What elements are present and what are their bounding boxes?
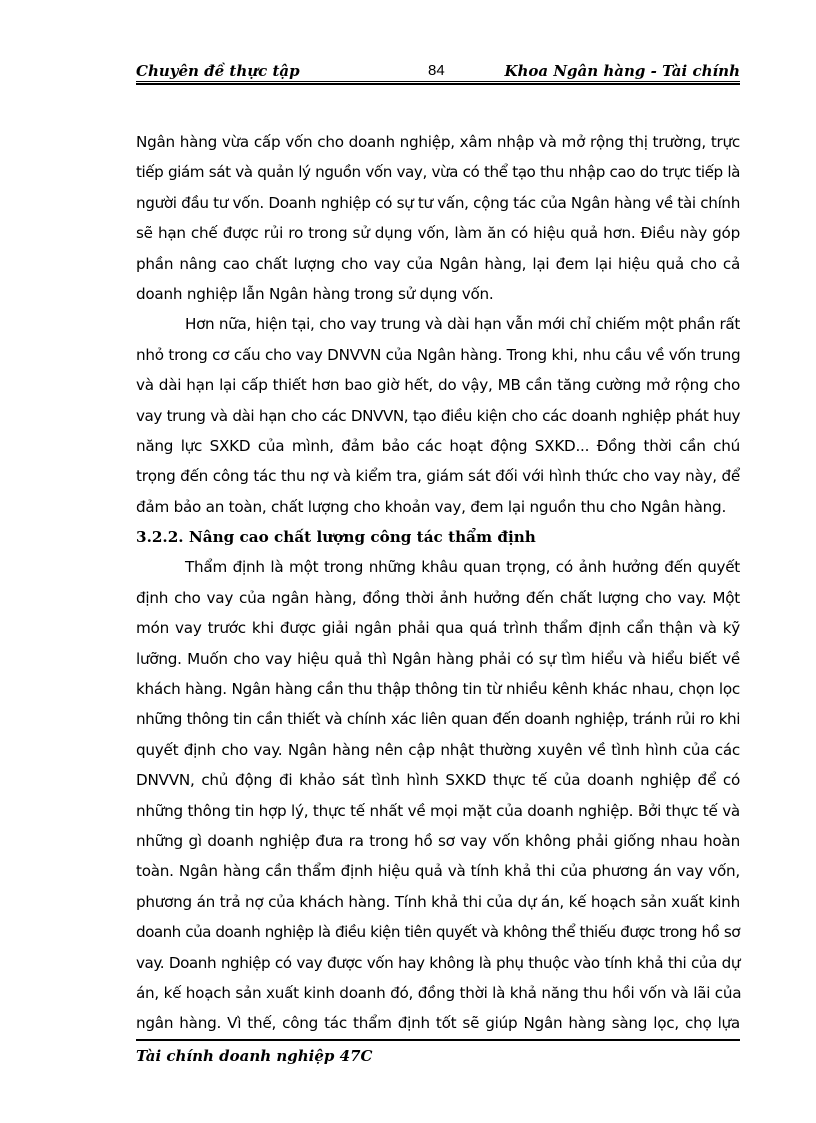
text-line: người đầu tư vốn. Doanh nghiệp có sự tư vấn, cộng tác của Ngân hàng về tài chính bbox=[136, 193, 740, 212]
paragraph-2 bbox=[136, 309, 740, 522]
text-line: sẽ hạn chế được rủi ro trong sử dụng vốn, làm ăn có hiệu quả hơn. Điều này góp bbox=[136, 224, 740, 243]
text-line: những thông tin cần thiết và chính xác liên quan đến doanh nghiệp, tránh rủi ro khi bbox=[136, 710, 740, 729]
page-number: 84 bbox=[428, 62, 445, 79]
text-line: phần nâng cao chất lượng cho vay của Ngân hàng, lại đem lại hiệu quả cho cả bbox=[136, 254, 740, 273]
text-line: DNVVN, chủ động đi khảo sát tình hình SXKD thực tế của doanh nghiệp để có bbox=[136, 771, 740, 790]
text-line: nhỏ trong cơ cấu cho vay DNVVN của Ngân hàng. Trong khi, nhu cầu về vốn trung bbox=[136, 345, 741, 364]
text-line: quyết định cho vay. Ngân hàng nên cập nhật thường xuyên về tình hình của các bbox=[136, 740, 740, 759]
text-line: vay trung và dài hạn cho các DNVVN, tạo điều kiện cho các doanh nghiệp phát huy bbox=[136, 406, 740, 425]
text-line: vay. Doanh nghiệp có vay được vốn hay không là phụ thuộc vào tính khả thi của dự bbox=[136, 953, 740, 972]
text-line: khách hàng. Ngân hàng cần thu thập thông tin từ nhiều kênh khác nhau, chọn lọc bbox=[136, 680, 740, 699]
paragraph-3 bbox=[136, 552, 740, 1038]
header-department: Khoa Ngân hàng - Tài chính bbox=[504, 62, 740, 80]
text-line: năng lực SXKD của mình, đảm bảo các hoạt động SXKD... Đồng thời cần chú bbox=[136, 436, 740, 455]
paragraph-1 bbox=[136, 127, 740, 309]
text-line: món vay trước khi được giải ngân phải qua quá trình thẩm định cẩn thận và kỹ bbox=[136, 619, 740, 638]
text-line: định cho vay của ngân hàng, đồng thời ảnh hưởng đến chất lượng cho vay. Một bbox=[136, 588, 740, 607]
text-line: tiếp giám sát và quản lý nguồn vốn vay, vừa có thể tạo thu nhập cao do trực tiếp là bbox=[136, 163, 740, 182]
text-line: toàn. Ngân hàng cần thẩm định hiệu quả và tính khả thi của phương án vay vốn, bbox=[136, 862, 740, 881]
text-line: lưỡng. Muốn cho vay hiệu quả thì Ngân hàng phải có sự tìm hiểu và hiểu biết về bbox=[136, 649, 740, 668]
footer-text: Tài chính doanh nghiệp 47C bbox=[136, 1047, 373, 1065]
text-line: Ngân hàng vừa cấp vốn cho doanh nghiệp, xâm nhập và mở rộng thị trường, trực bbox=[136, 133, 740, 151]
text-line: những gì doanh nghiệp đưa ra trong hồ sơ vay vốn không phải giống nhau hoàn bbox=[136, 831, 740, 850]
text-line: Thẩm định là một trong những khâu quan trọng, có ảnh hưởng đến quyết bbox=[185, 558, 740, 577]
text-line: những thông tin hợp lý, thực tế nhất về mọi mặt của doanh nghiệp. Bởi thực tế và bbox=[136, 801, 740, 820]
section-heading: 3.2.2. Nâng cao chất lượng công tác thẩm định bbox=[136, 528, 536, 547]
text-line: Hơn nữa, hiện tại, cho vay trung và dài hạn vẫn mới chỉ chiếm một phần rất bbox=[185, 315, 740, 334]
text-line: doanh nghiệp lẫn Ngân hàng trong sử dụng vốn. bbox=[136, 284, 494, 303]
text-line: trọng đến công tác thu nợ và kiểm tra, giám sát đối với hình thức cho vay này, để bbox=[136, 467, 740, 486]
text-line: và dài hạn lại cấp thiết hơn bao giờ hết, do vậy, MB cần tăng cường mở rộng cho bbox=[136, 376, 740, 395]
header-divider-thin bbox=[136, 81, 740, 82]
text-line: đảm bảo an toàn, chất lượng cho khoản vay, đem lại nguồn thu cho Ngân hàng. bbox=[136, 497, 727, 516]
header-divider-thick bbox=[136, 83, 740, 85]
footer-divider bbox=[136, 1039, 740, 1041]
text-line: phương án trả nợ của khách hàng. Tính khả thi của dự án, kế hoạch sản xuất kinh bbox=[136, 892, 740, 911]
text-line: ngân hàng. Vì thế, công tác thẩm định tốt sẽ giúp Ngân hàng sàng lọc, chọ lựa bbox=[136, 1014, 740, 1033]
body-text bbox=[136, 127, 740, 1039]
text-line: án, kế hoạch sản xuất kinh doanh đó, đồng thời là khả năng thu hồi vốn và lãi của bbox=[136, 983, 742, 1002]
header-title: Chuyên đề thực tập bbox=[136, 62, 300, 80]
text-line: doanh của doanh nghiệp là điều kiện tiên quyết và không thể thiếu được trong hồ sơ bbox=[136, 923, 740, 942]
